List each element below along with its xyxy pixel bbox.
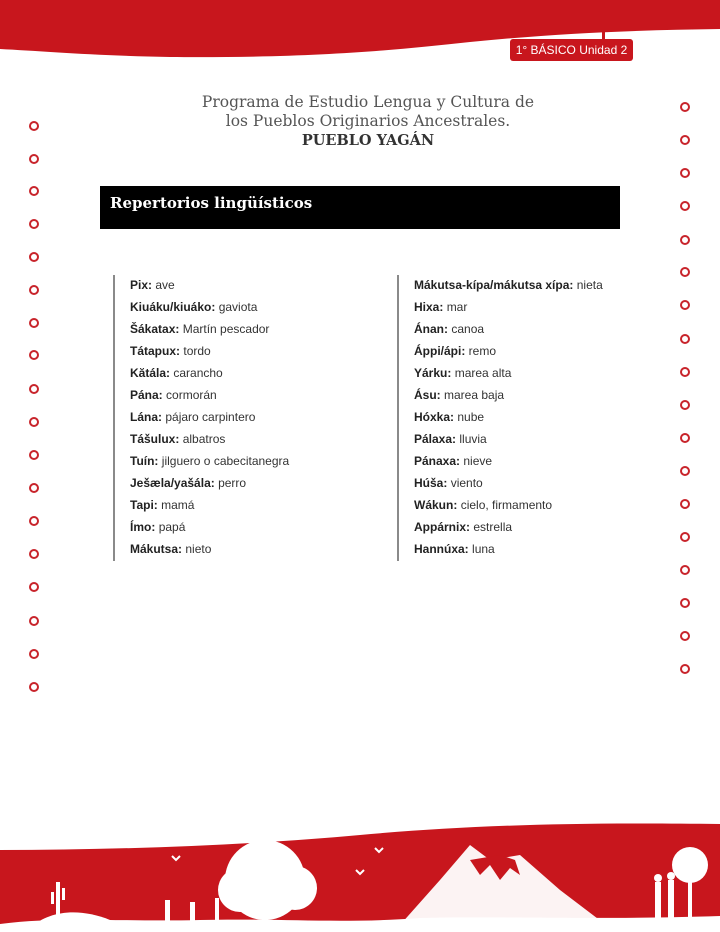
vocab-meaning: luna [472, 542, 495, 556]
vocab-entry [414, 407, 484, 427]
vocab-meaning: marea alta [454, 366, 512, 380]
vocab-entry [130, 539, 211, 559]
ring-dot-icon [29, 154, 39, 164]
vocab-entry [130, 429, 225, 449]
vocab-term: Mákutsa: [130, 542, 183, 556]
ring-dot-icon [29, 350, 39, 360]
vocab-term: Tuín: [130, 454, 159, 468]
ring-dot-icon [29, 252, 39, 262]
vocab-meaning: canoa [451, 322, 485, 336]
vocab-term: Hixa: [414, 300, 444, 314]
vocab-entry [130, 495, 194, 515]
ring-dot-icon [29, 186, 39, 196]
ring-dot-icon [29, 121, 39, 131]
vocab-entry [414, 495, 552, 515]
vocab-term: Kiuáku/kiuáko: [130, 300, 216, 314]
unit-tag-label: 1° BÁSICO Unidad 2 [515, 43, 628, 57]
vocab-entry [414, 297, 467, 317]
vocab-entry [130, 275, 175, 295]
ring-dot-icon [680, 267, 690, 277]
vocab-meaning: nieve [463, 454, 493, 468]
vocab-term: Šákatax: [130, 322, 180, 336]
ring-dot-icon [680, 135, 690, 145]
ring-dot-icon [680, 168, 690, 178]
ring-dot-icon [680, 433, 690, 443]
vocab-term: Ímo: [130, 520, 156, 534]
vocab-entry [414, 517, 512, 537]
vocab-entry [130, 473, 246, 493]
ring-dot-icon [680, 598, 690, 608]
vocab-term: Ásu: [414, 388, 441, 402]
vocab-meaning: estrella [473, 520, 513, 534]
vocab-entry [130, 297, 257, 317]
vocab-term: Ješæla/yašála: [130, 476, 215, 490]
landscape-silhouette-banner [0, 820, 720, 932]
ring-dot-icon [29, 450, 39, 460]
column-divider [113, 275, 115, 561]
ring-dot-icon [680, 466, 690, 476]
vocab-entry [130, 385, 217, 405]
vocab-entry [414, 275, 603, 295]
vocab-entry [130, 451, 289, 471]
ring-dot-icon [29, 318, 39, 328]
title-pueblo: PUEBLO YAGÁN [301, 132, 435, 149]
vocab-meaning: lluvia [459, 432, 487, 446]
vocab-entry [414, 539, 495, 559]
ring-dot-icon [680, 201, 690, 211]
vocab-term: Yárku: [414, 366, 452, 380]
ring-dot-icon [29, 483, 39, 493]
vocab-term: Húša: [414, 476, 448, 490]
vocab-meaning: papá [158, 520, 186, 534]
vocab-term: Wákun: [414, 498, 458, 512]
ring-dot-icon [680, 532, 690, 542]
ring-dot-icon [680, 631, 690, 641]
vocab-meaning: carancho [173, 366, 223, 380]
vocab-entry [414, 363, 511, 383]
vocab-meaning: gaviota [218, 300, 258, 314]
section-heading: Repertorios lingüísticos [110, 194, 313, 212]
ring-dot-icon [680, 334, 690, 344]
ring-dot-icon [680, 400, 690, 410]
ring-dot-icon [29, 516, 39, 526]
vocab-term: Ánan: [414, 322, 448, 336]
vocab-term: Tapi: [130, 498, 158, 512]
vocab-term: Hóxka: [414, 410, 455, 424]
ring-dot-icon [29, 219, 39, 229]
vocab-meaning: marea baja [444, 388, 505, 402]
vocab-meaning: cielo, firmamento [460, 498, 553, 512]
document-header [0, 93, 720, 150]
vocab-term: Pána: [130, 388, 163, 402]
ring-dot-icon [29, 384, 39, 394]
vocab-entry [414, 451, 492, 471]
ring-dot-icon [680, 102, 690, 112]
vocab-meaning: nieta [576, 278, 603, 292]
section-heading-bar [100, 186, 620, 229]
ring-dot-icon [680, 300, 690, 310]
vocab-term: Pálaxa: [414, 432, 457, 446]
vocab-term: Pánaxa: [414, 454, 461, 468]
vocab-meaning: mamá [161, 498, 195, 512]
column-divider [397, 275, 399, 561]
vocab-term: Tátapux: [130, 344, 181, 358]
ring-dot-icon [29, 285, 39, 295]
vocab-entry [414, 319, 484, 339]
vocab-entry [414, 429, 487, 449]
vocab-meaning: Martín pescador [182, 322, 270, 336]
ring-dot-icon [29, 549, 39, 559]
vocab-meaning: nube [457, 410, 485, 424]
vocab-entry [130, 341, 211, 361]
vocab-term: Pix: [130, 278, 153, 292]
vocab-term: Hannúxa: [414, 542, 469, 556]
ring-dot-icon [29, 616, 39, 626]
vocab-entry [130, 407, 255, 427]
vocab-entry [414, 341, 496, 361]
title-line-2: los Pueblos Originarios Ancestrales. [225, 112, 511, 130]
vocab-term: Appárnix: [414, 520, 471, 534]
title-line-1: Programa de Estudio Lengua y Cultura de [201, 93, 535, 111]
vocab-meaning: cormorán [166, 388, 217, 402]
vocab-term: Tášulux: [130, 432, 180, 446]
vocab-term: Kătála: [130, 366, 171, 380]
vocab-entry [130, 517, 185, 537]
ring-dot-icon [29, 417, 39, 427]
ring-dot-icon [29, 582, 39, 592]
vocab-entry [130, 319, 269, 339]
ring-dot-icon [680, 565, 690, 575]
vocab-term: Mákutsa-kípa/mákutsa xípa: [414, 278, 574, 292]
vocab-meaning: nieto [185, 542, 212, 556]
vocab-meaning: albatros [182, 432, 226, 446]
ring-dot-icon [29, 682, 39, 692]
vocab-entry [414, 473, 483, 493]
vocab-meaning: jilguero o cabecitanegra [161, 454, 290, 468]
vocab-term: Áppi/ápi: [414, 344, 466, 358]
vocab-entry [130, 363, 223, 383]
ring-dot-icon [680, 367, 690, 377]
vocab-meaning: ave [155, 278, 175, 292]
vocab-meaning: mar [446, 300, 468, 314]
vocab-meaning: tordo [183, 344, 211, 358]
vocab-term: Lána: [130, 410, 163, 424]
ring-dot-icon [680, 664, 690, 674]
unit-tag [510, 39, 633, 61]
vocab-meaning: remo [468, 344, 497, 358]
vocab-meaning: viento [450, 476, 483, 490]
vocab-meaning: perro [218, 476, 247, 490]
ring-dot-icon [29, 649, 39, 659]
ring-dot-icon [680, 499, 690, 509]
vocab-entry [414, 385, 504, 405]
ring-dot-icon [680, 235, 690, 245]
vocab-meaning: pájaro carpintero [165, 410, 256, 424]
